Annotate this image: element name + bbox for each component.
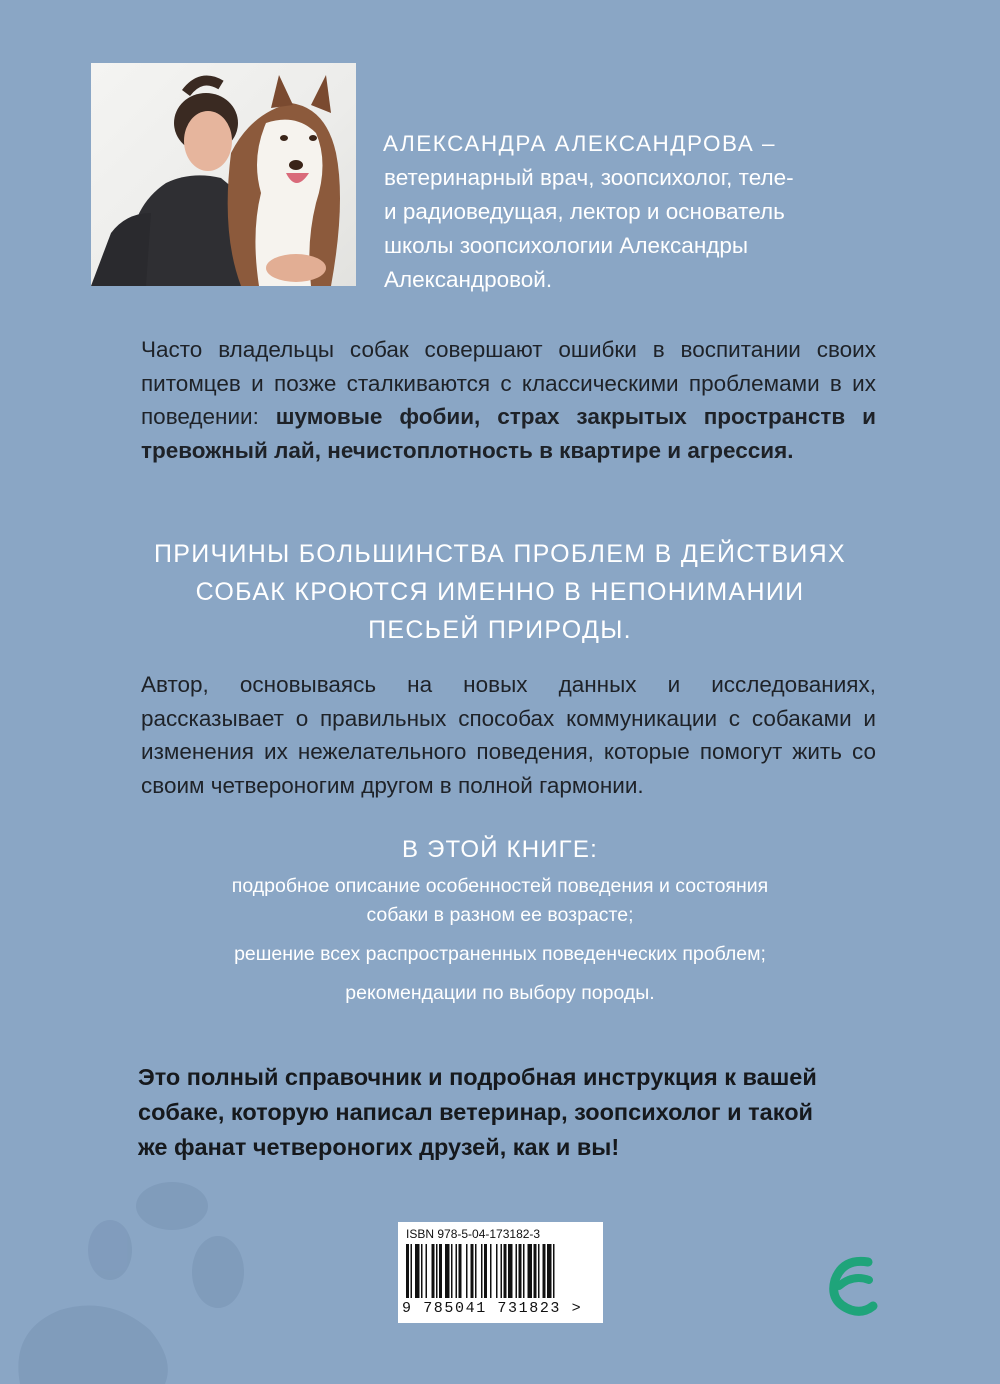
closing-line: же фанат четвероногих друзей, как и вы!: [138, 1134, 620, 1160]
description-paragraph: Автор, основываясь на новых данных и исследованиях, рассказывает о правильных способах коммуникации с собаками и изменения их нежелательного поведения, которые помогут жить со своим четвероногим другом в полной гармонии.: [141, 672, 876, 798]
barcode-bar: [481, 1244, 483, 1298]
ean-digits: 9 785041 731823 >: [402, 1300, 583, 1317]
barcode-bar: [459, 1244, 462, 1298]
in-book-item-line: собаки в разном ее возрасте;: [366, 904, 634, 926]
barcode-bar: [411, 1244, 413, 1298]
barcode-bar: [528, 1244, 533, 1298]
barcode-bar: [504, 1244, 507, 1298]
paw-print-icon: [0, 1180, 300, 1384]
barcode-bar: [466, 1244, 468, 1298]
barcode-bar: [421, 1244, 423, 1298]
author-desc-line: ветеринарный врач, зоопсихолог, теле-: [384, 165, 794, 190]
barcode-bar: [516, 1244, 518, 1298]
barcode-bar: [508, 1244, 513, 1298]
highlight-statement: [100, 535, 900, 649]
barcode-bar: [439, 1244, 442, 1298]
author-bio: [383, 127, 843, 297]
highlight-line: СОБАК КРОЮТСЯ ИМЕННО В НЕПОНИМАНИИ: [195, 578, 805, 606]
intro-paragraph: [141, 333, 876, 467]
in-book-item: рекомендации по выбору породы.: [345, 982, 655, 1004]
closing-line: Это полный справочник и подробная инструкция к вашей: [138, 1064, 817, 1090]
author-desc-line: Александровой.: [384, 267, 553, 292]
isbn-barcode: [398, 1222, 603, 1323]
in-book-item: решение всех распространенных поведенческих проблем;: [234, 943, 766, 965]
barcode-bar: [496, 1244, 498, 1298]
barcode-bar: [538, 1244, 540, 1298]
barcode-bars-icon: [406, 1244, 596, 1300]
in-book-list: [120, 872, 880, 1018]
barcode-bar: [543, 1244, 546, 1298]
closing-line: собаке, которую написал ветеринар, зоопсихолог и такой: [138, 1099, 813, 1125]
barcode-bar: [523, 1244, 525, 1298]
barcode-bar: [426, 1244, 428, 1298]
author-name: АЛЕКСАНДРА АЛЕКСАНДРОВА –: [383, 131, 777, 156]
author-desc-line: и радиоведущая, лектор и основатель: [384, 199, 785, 224]
author-desc-line: школы зоопсихологии Александры: [384, 233, 749, 258]
barcode-bar: [456, 1244, 458, 1298]
barcode-bar: [432, 1244, 435, 1298]
highlight-line: ПРИЧИНЫ БОЛЬШИНСТВА ПРОБЛЕМ В ДЕЙСТВИЯХ: [154, 540, 846, 568]
barcode-bar: [475, 1244, 477, 1298]
barcode-bar: [490, 1244, 492, 1298]
isbn-label: ISBN 978-5-04-173182-3: [406, 1227, 541, 1241]
barcode-bar: [547, 1244, 552, 1298]
in-book-title: В ЭТОЙ КНИГЕ:: [402, 836, 598, 863]
barcode-bar: [501, 1244, 503, 1298]
barcode-bar: [553, 1244, 555, 1298]
barcode-bar: [451, 1244, 453, 1298]
barcode-bar: [534, 1244, 537, 1298]
intro-bold-text: шумовые фобии, страх закрытых пространств и тревожный лай, нечистоплотность в квартире и агрессия.: [141, 404, 876, 463]
publisher-logo-icon: [823, 1250, 883, 1320]
barcode-bar: [415, 1244, 420, 1298]
closing-statement: [138, 1060, 878, 1165]
barcode-bar: [519, 1244, 522, 1298]
barcode-bar: [436, 1244, 438, 1298]
author-with-dog-illustration: [91, 63, 356, 286]
in-book-item-line: подробное описание особенностей поведения и состояния: [231, 875, 769, 897]
barcode-bar: [406, 1244, 409, 1298]
barcode-bar: [484, 1244, 487, 1298]
intro-plain-text: Часто владельцы собак совершают ошибки в воспитании своих питомцев и позже сталкиваются с классическими проблемами в их поведении:: [141, 337, 876, 429]
in-book-item: [120, 872, 880, 930]
author-photo: [91, 63, 356, 286]
highlight-line: ПЕСЬЕЙ ПРИРОДЫ.: [368, 616, 632, 644]
barcode-bar: [445, 1244, 450, 1298]
barcode-bar: [471, 1244, 474, 1298]
